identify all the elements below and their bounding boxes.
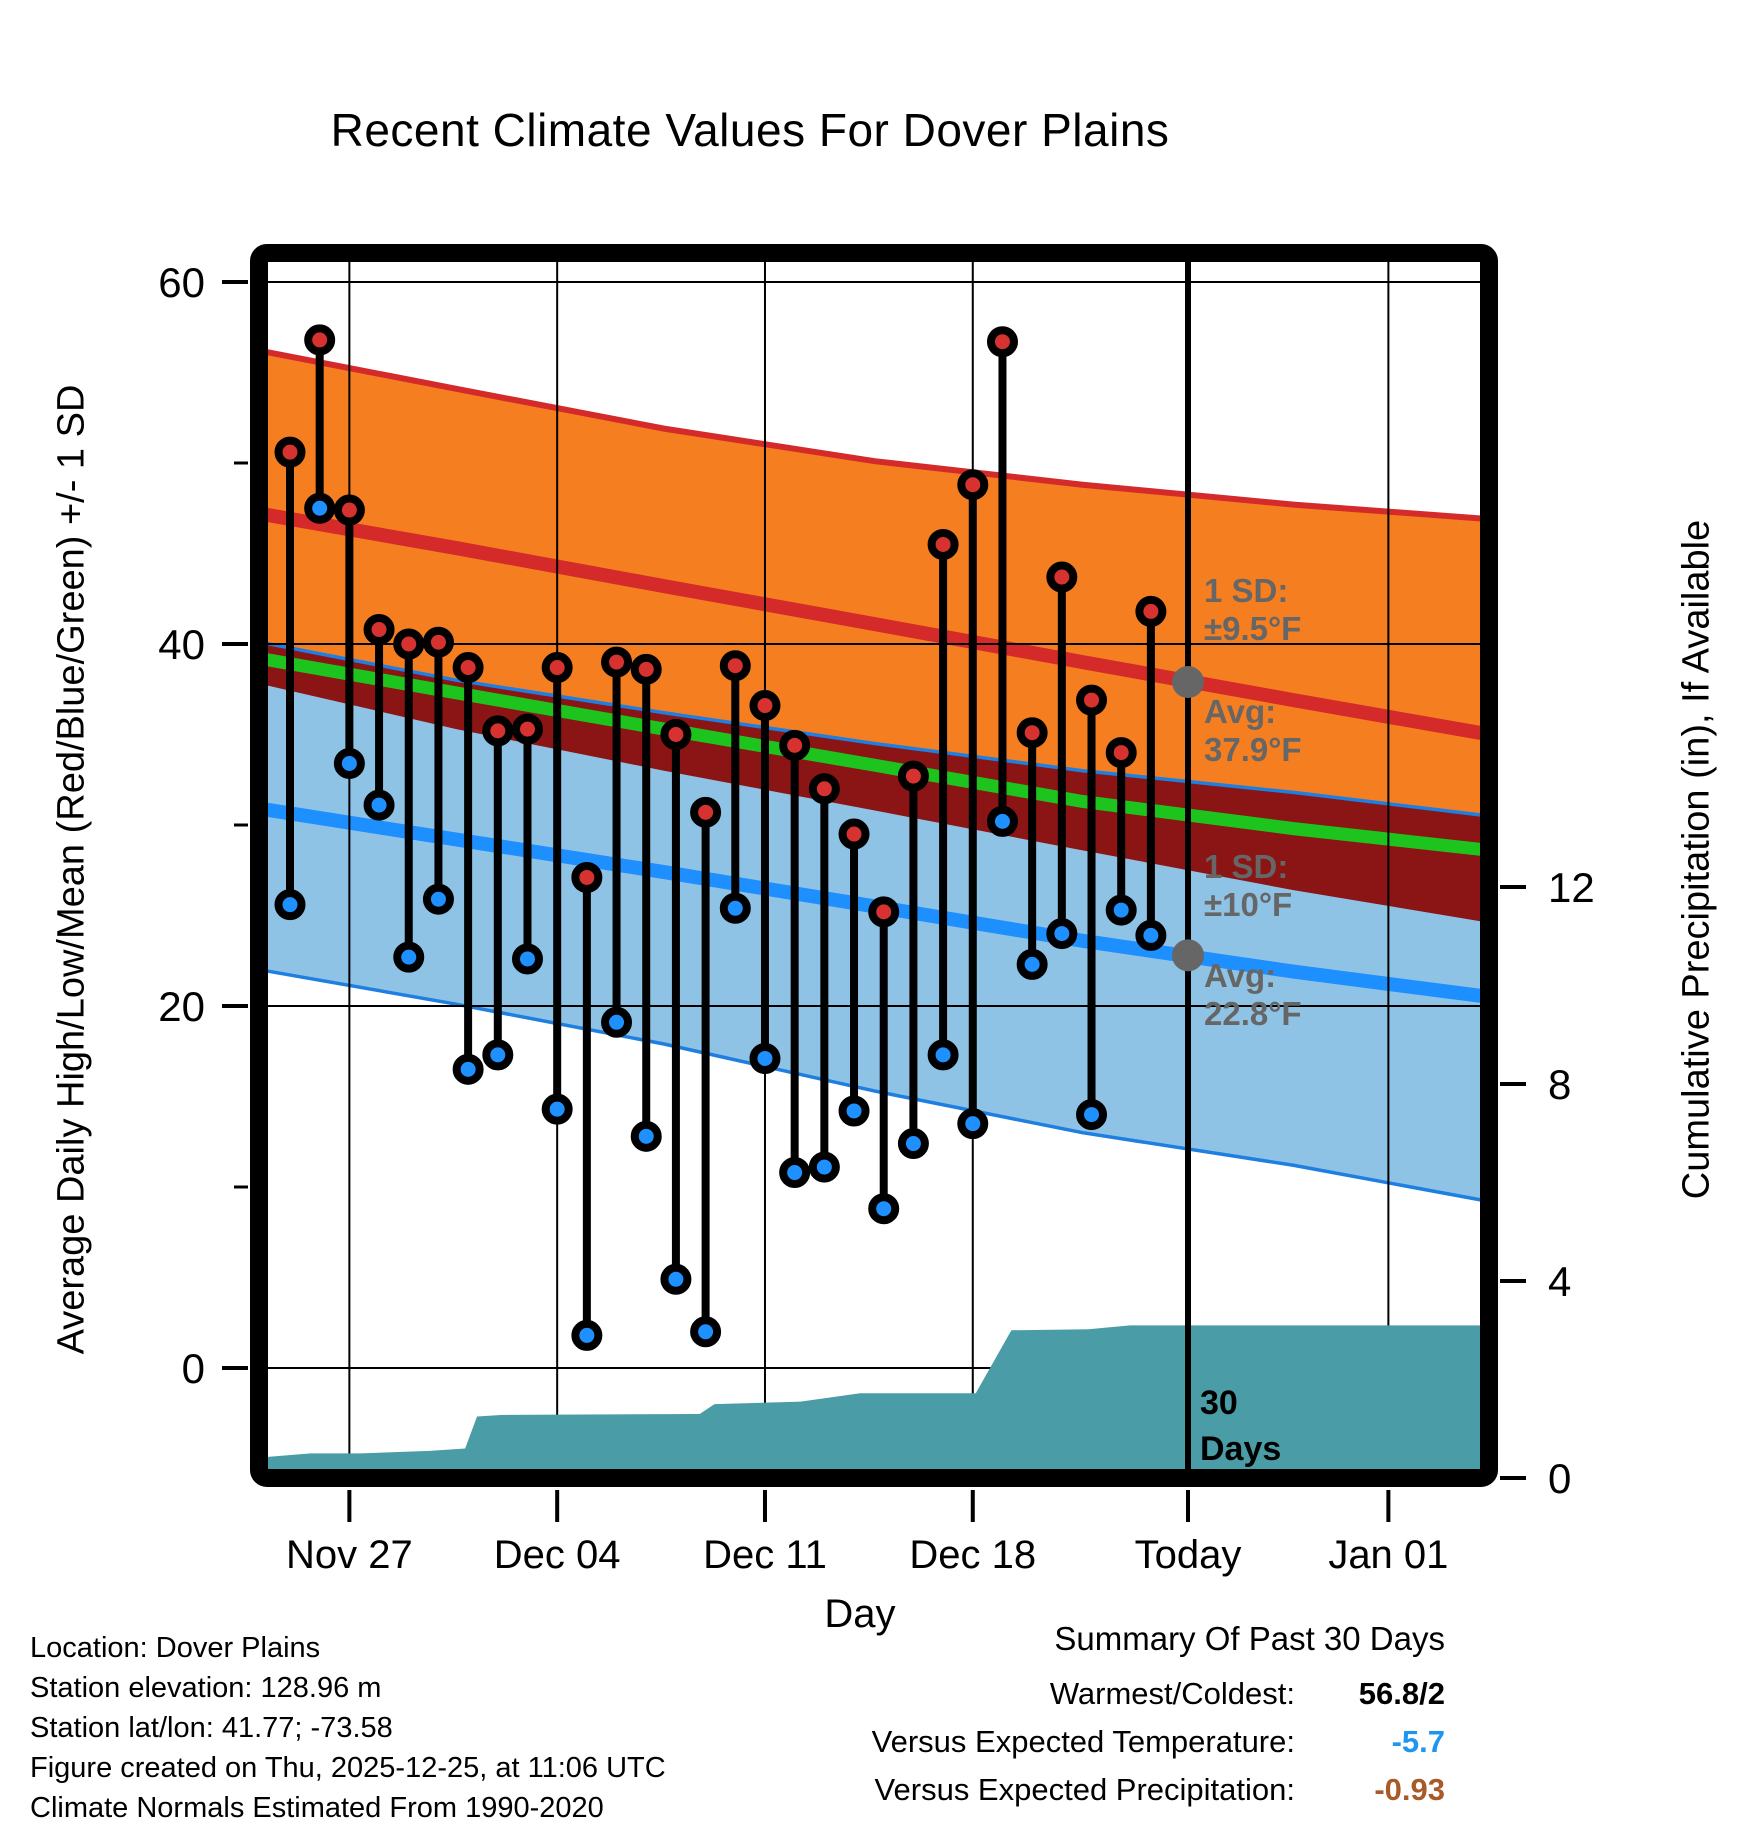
daily-low-dot [1050, 922, 1073, 945]
daily-low-dot [753, 1047, 776, 1070]
left-axis-title: Average Daily High/Low/Mean (Red/Blue/Green) +/- 1 SD [50, 384, 93, 1355]
daily-high-dot [813, 777, 836, 800]
x-tick-label: Jan 01 [1328, 1533, 1449, 1577]
avg-low-marker [1172, 939, 1204, 971]
thirty-days-line: Days [1200, 1430, 1282, 1468]
summary-value: -5.7 [1391, 1724, 1445, 1759]
avg-high-marker [1172, 666, 1204, 698]
meta-created: Figure created on Thu, 2025-12-25, at 11:06 UTC [30, 1752, 666, 1784]
daily-low-dot [694, 1320, 717, 1343]
daily-low-dot [961, 1112, 984, 1135]
daily-low-dot [546, 1098, 569, 1121]
daily-low-dot [1139, 924, 1162, 947]
summary-label: Versus Expected Temperature: [871, 1724, 1295, 1759]
annotation-line: 1 SD: [1204, 572, 1289, 609]
left-tick-label: 40 [158, 621, 205, 668]
daily-low-dot [783, 1161, 806, 1184]
daily-high-dot [1139, 600, 1162, 623]
daily-high-dot [605, 651, 628, 674]
daily-high-dot [843, 823, 866, 846]
meta-normals: Climate Normals Estimated From 1990-2020 [30, 1792, 604, 1824]
right-tick-label: 4 [1548, 1258, 1572, 1305]
annotation-line: 1 SD: [1204, 848, 1289, 885]
daily-low-dot [279, 893, 302, 916]
daily-low-dot [368, 794, 391, 817]
annotation-line: 22.8°F [1204, 995, 1302, 1032]
left-tick-label: 20 [158, 983, 205, 1030]
daily-low-dot [635, 1125, 658, 1148]
daily-low-dot [1110, 899, 1133, 922]
daily-high-dot [397, 633, 420, 656]
daily-high-dot [457, 656, 480, 679]
x-tick-label: Dec 11 [703, 1533, 827, 1577]
daily-low-dot [605, 1011, 628, 1034]
annotation-line: ±10°F [1204, 886, 1293, 923]
thirty-days-label [1200, 1380, 1281, 1472]
daily-high-dot [368, 618, 391, 641]
daily-high-dot [932, 533, 955, 556]
x-tick-label: Dec 04 [493, 1533, 621, 1577]
meta-latlon: Station lat/lon: 41.77; -73.58 [30, 1712, 393, 1744]
daily-high-dot [427, 631, 450, 654]
summary-label: Warmest/Coldest: [1049, 1676, 1295, 1711]
summary-label: Versus Expected Precipitation: [874, 1772, 1295, 1807]
daily-high-dot [961, 473, 984, 496]
summary-row-vs-precipitation [872, 1766, 1445, 1814]
right-tick-label: 12 [1548, 864, 1595, 911]
daily-low-dot [843, 1099, 866, 1122]
annotation-line: 37.9°F [1204, 731, 1302, 768]
daily-high-dot [486, 719, 509, 742]
annotation-line: Avg: [1204, 693, 1277, 730]
daily-high-dot [664, 723, 687, 746]
daily-low-dot [1021, 953, 1044, 976]
daily-high-dot [546, 656, 569, 679]
cumulative-precip-area [262, 1325, 1488, 1478]
precip-area [262, 1325, 1488, 1478]
annotation-high-sd [1204, 572, 1301, 648]
daily-high-dot [516, 718, 539, 741]
summary-value: 56.8/2 [1358, 1676, 1445, 1711]
meta-location: Location: Dover Plains [30, 1632, 321, 1664]
annotation-line: ±9.5°F [1204, 610, 1302, 647]
summary-row-warmest-coldest [872, 1670, 1445, 1718]
daily-high-dot [753, 694, 776, 717]
daily-low-dot [575, 1324, 598, 1347]
x-tick-label: Today [1134, 1533, 1242, 1577]
daily-high-dot [902, 765, 925, 788]
daily-high-dot [783, 734, 806, 757]
daily-low-dot [338, 752, 361, 775]
x-tick-label: Dec 18 [909, 1533, 1037, 1577]
summary-panel [872, 1620, 1445, 1814]
daily-low-dot [427, 888, 450, 911]
daily-low-dot [1080, 1103, 1103, 1126]
right-axis-title: Cumulative Precipitation (in), If Available [1675, 519, 1718, 1200]
daily-low-dot [813, 1156, 836, 1179]
daily-low-dot [664, 1268, 687, 1291]
meta-elevation: Station elevation: 128.96 m [30, 1672, 382, 1704]
daily-low-dot [486, 1043, 509, 1066]
left-tick-label: 60 [158, 259, 205, 306]
thirty-days-line: 30 [1200, 1384, 1238, 1422]
daily-high-dot [1021, 721, 1044, 744]
chart-title: Recent Climate Values For Dover Plains [330, 104, 1170, 156]
normals-bands [260, 351, 1489, 1202]
annotation-high-avg [1204, 693, 1302, 769]
summary-heading: Summary Of Past 30 Days [1054, 1620, 1445, 1657]
daily-low-dot [991, 810, 1014, 833]
x-axis-title: Day [824, 1592, 896, 1636]
daily-high-dot [308, 328, 331, 351]
daily-high-dot [338, 499, 361, 522]
daily-high-dot [1050, 566, 1073, 589]
daily-high-dot [1110, 741, 1133, 764]
daily-low-dot [457, 1058, 480, 1081]
annotation-low-avg [1204, 957, 1302, 1033]
right-tick-label: 0 [1548, 1455, 1572, 1502]
daily-low-dot [724, 897, 747, 920]
daily-low-dot [397, 946, 420, 969]
annotation-low-sd [1204, 848, 1292, 924]
daily-low-dot [308, 497, 331, 520]
daily-low-dot [932, 1043, 955, 1066]
daily-high-dot [279, 441, 302, 464]
daily-high-dot [872, 900, 895, 923]
summary-row-vs-temperature [872, 1718, 1445, 1766]
x-tick-label: Nov 27 [285, 1533, 413, 1577]
daily-low-dot [516, 947, 539, 970]
right-tick-label: 8 [1548, 1061, 1572, 1108]
daily-high-dot [991, 330, 1014, 353]
summary-value: -0.93 [1374, 1772, 1445, 1807]
daily-high-dot [694, 801, 717, 824]
daily-high-dot [1080, 689, 1103, 712]
station-metadata [30, 1628, 666, 1828]
annotation-line: Avg: [1204, 957, 1277, 994]
daily-low-dot [902, 1132, 925, 1155]
daily-low-dot [872, 1197, 895, 1220]
daily-high-dot [724, 654, 747, 677]
daily-high-dot [635, 658, 658, 681]
daily-high-dot [575, 866, 598, 889]
left-tick-label: 0 [181, 1345, 205, 1392]
